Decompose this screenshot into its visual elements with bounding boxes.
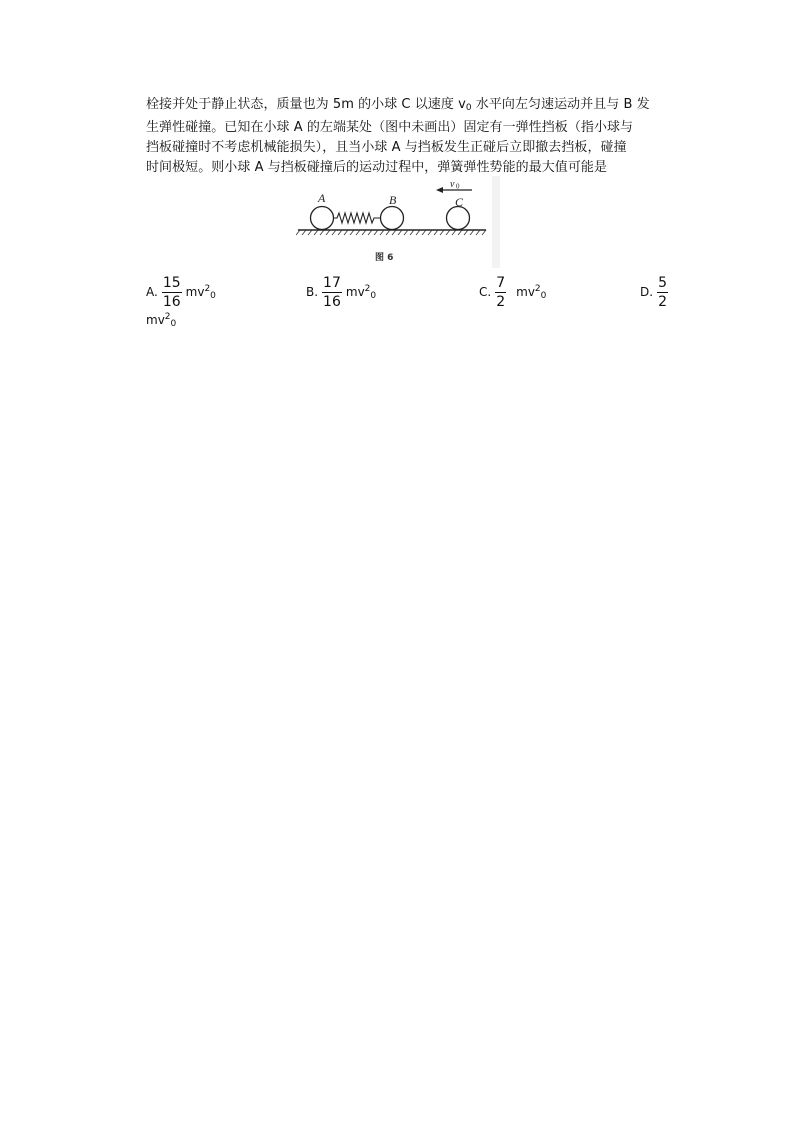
option-b[interactable] bbox=[306, 272, 376, 312]
option-a-unit-text: mv bbox=[185, 284, 205, 299]
option-a-fraction bbox=[162, 275, 182, 310]
option-b-sub: 0 bbox=[370, 290, 377, 301]
option-c-sup: 2 bbox=[534, 283, 541, 294]
question-line-1 bbox=[146, 95, 676, 118]
option-d[interactable] bbox=[640, 272, 672, 312]
option-b-denominator: 16 bbox=[323, 293, 341, 310]
option-b-fraction bbox=[322, 275, 342, 310]
option-b-unit bbox=[346, 284, 376, 301]
ball-b bbox=[381, 207, 404, 230]
option-a-unit bbox=[186, 284, 216, 301]
option-c-numerator: 7 bbox=[496, 274, 506, 291]
option-a-numerator: 15 bbox=[162, 274, 181, 291]
label-b: B bbox=[389, 193, 397, 207]
option-d-fraction bbox=[657, 275, 668, 310]
physics-figure bbox=[296, 176, 500, 268]
option-a-sup: 2 bbox=[204, 283, 211, 294]
spring bbox=[334, 213, 381, 223]
ball-a bbox=[311, 207, 334, 230]
ball-c bbox=[447, 207, 470, 230]
velocity-subscript: 0 bbox=[465, 103, 472, 113]
option-b-numerator: 17 bbox=[323, 274, 341, 291]
ground-hatching bbox=[296, 230, 486, 235]
option-c-denominator: 2 bbox=[496, 293, 506, 310]
velocity-label: v bbox=[450, 179, 455, 190]
option-d-denominator: 2 bbox=[658, 293, 667, 310]
question-stem bbox=[146, 95, 676, 178]
option-b-sup: 2 bbox=[364, 283, 371, 294]
option-a-sub: 0 bbox=[210, 290, 216, 301]
option-c-unit-text: mv bbox=[516, 284, 535, 299]
question-line-2: 生弹性碰撞。已知在小球 A 的左端某处（图中未画出）固定有一弹性挡板（指小球与 bbox=[146, 120, 634, 135]
question-line-4: 时间极短。则小球 A 与挡板碰撞后的运动过程中，弹簧弹性势能的最大值可能是 bbox=[146, 160, 608, 175]
question-line-3: 挡板碰撞时不考虑机械能损失），且当小球 A 与挡板发生正碰后立即撤去挡板，碰撞 bbox=[146, 140, 627, 155]
option-d-unit-text: mv bbox=[146, 313, 165, 327]
option-c[interactable] bbox=[479, 272, 546, 312]
option-c-label: C. bbox=[479, 285, 492, 299]
option-b-label: B. bbox=[306, 285, 319, 299]
option-d-sup: 2 bbox=[164, 312, 171, 322]
velocity-label-sub: 0 bbox=[456, 182, 460, 191]
scan-edge bbox=[492, 176, 500, 268]
figure-caption: 图 6 bbox=[375, 253, 394, 263]
question-line-1-text: 栓接并处于静止状态，质量也为 5m 的小球 C 以速度 v bbox=[146, 97, 466, 112]
velocity-arrowhead bbox=[436, 187, 443, 193]
label-a: A bbox=[318, 191, 326, 205]
option-c-fraction bbox=[495, 275, 506, 310]
answer-options bbox=[146, 272, 676, 332]
option-a-denominator: 16 bbox=[162, 293, 181, 310]
option-a[interactable] bbox=[146, 272, 216, 312]
option-d-unit-wrapped bbox=[146, 312, 176, 329]
option-b-unit-text: mv bbox=[345, 284, 365, 299]
option-d-sub: 0 bbox=[170, 319, 177, 329]
option-c-sub: 0 bbox=[540, 290, 547, 301]
label-c: C bbox=[455, 195, 464, 209]
option-d-label: D. bbox=[640, 285, 654, 299]
spring-balls-diagram bbox=[296, 176, 500, 268]
option-d-numerator: 5 bbox=[658, 274, 667, 291]
option-a-label: A. bbox=[146, 285, 158, 299]
option-c-unit bbox=[516, 284, 546, 301]
question-line-1-rest: 水平向左匀速运动并且与 B 发 bbox=[471, 97, 650, 112]
